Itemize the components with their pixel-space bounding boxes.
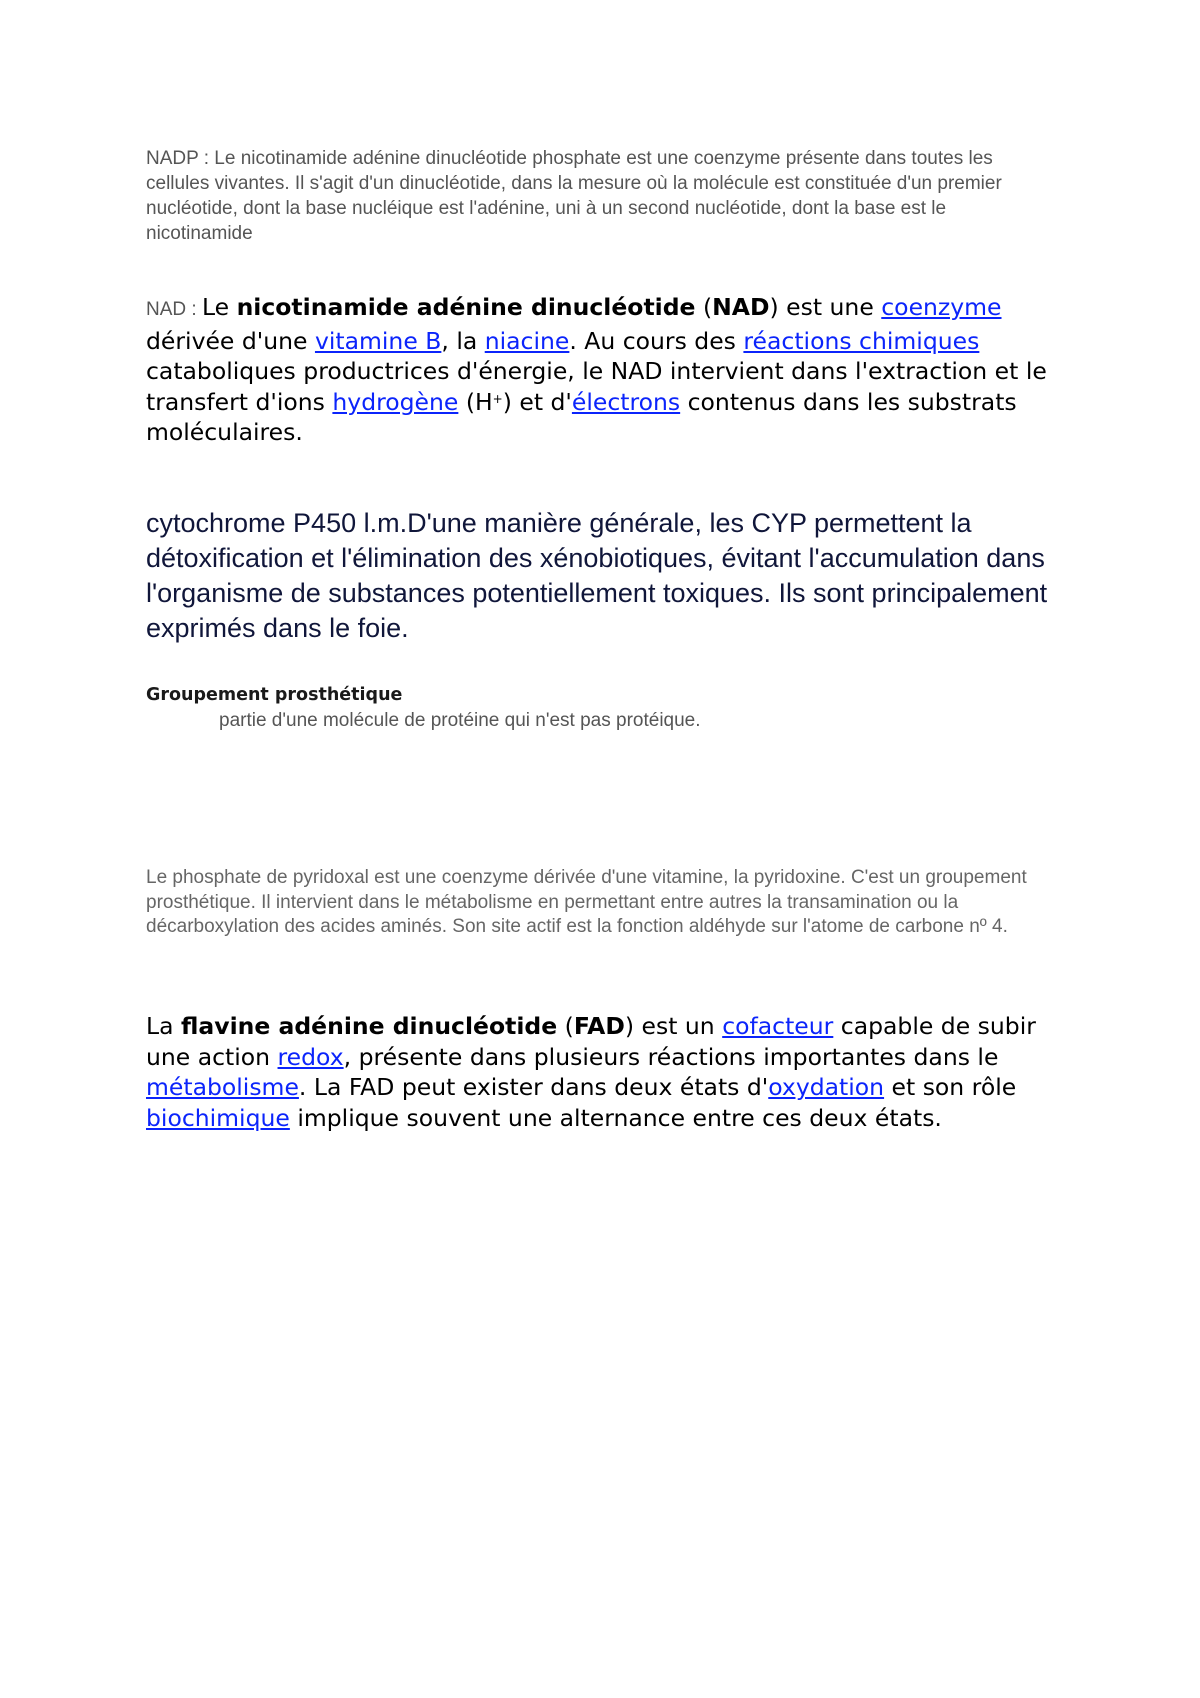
fad-text: capable de subir une action xyxy=(146,1012,1036,1071)
nadp-paragraph xyxy=(146,146,1046,246)
plp-paragraph xyxy=(146,866,1046,940)
link-metabolisme[interactable]: métabolisme xyxy=(146,1073,299,1101)
nad-text: Le xyxy=(201,293,237,321)
nad-text: dérivée d'une xyxy=(146,326,315,355)
fad-text: ( xyxy=(557,1012,574,1040)
link-niacine[interactable]: niacine xyxy=(484,326,570,355)
link-vitamine-b[interactable]: vitamine B xyxy=(314,326,442,355)
nad-text: ) est une xyxy=(769,293,882,321)
link-oxydation[interactable]: oxydation xyxy=(768,1073,885,1101)
link-coenzyme[interactable]: coenzyme xyxy=(881,293,1002,321)
nad-abbrev: NAD xyxy=(712,293,770,321)
link-redox[interactable]: redox xyxy=(277,1042,344,1071)
nad-text: (H xyxy=(458,387,493,416)
plp-text: Le phosphate de pyridoxal est une coenzyme dérivée d'une vitamine, la pyridoxine. C'est un groupement prosthétique. Il intervient dans le métabolisme en permettant entre autres la transamination ou la décarboxylation des acides aminés. Son site actif est la fonction aldéhyde sur l'atome de carbone nº 4. xyxy=(146,867,1027,937)
nad-text: ) et d' xyxy=(502,387,572,416)
link-biochimique[interactable]: biochimique xyxy=(146,1103,290,1132)
link-hydrogene[interactable]: hydrogène xyxy=(332,387,459,416)
nad-text: , la xyxy=(441,326,485,355)
fad-text: La xyxy=(146,1012,181,1040)
group-definition: partie d'une molécule de protéine qui n'est pas protéique. xyxy=(219,710,701,731)
cyp-text: cytochrome P450 l.m.D'une manière générale, les CYP permettent la détoxification et l'élimination des xénobiotiques, évitant l'accumulation dans l'organisme de substances potentiellement toxiques. Ils sont principalement exprimés dans le foie. xyxy=(146,508,1048,643)
nadp-text: NADP : Le nicotinamide adénine dinucléotide phosphate est une coenzyme présente dans toutes les cellules vivantes. Il s'agit d'un dinucléotide, dans la mesure où la molécule est constituée d'un premier nucléotide, dont la base nucléique est l'adénine, uni à un second nucléotide, dont la base est le nicotinamide xyxy=(146,148,1002,244)
nad-paragraph xyxy=(146,292,1076,448)
fad-abbrev: FAD xyxy=(573,1012,625,1040)
fad-text: ) est un xyxy=(624,1012,723,1040)
fad-paragraph xyxy=(146,1011,1066,1133)
nad-term: nicotinamide adénine dinucléotide xyxy=(236,293,696,321)
fad-text: , présente dans plusieurs réactions importantes dans le xyxy=(343,1042,999,1071)
fad-text: implique souvent une alternance entre ces deux états. xyxy=(289,1103,942,1132)
nad-prefix: NAD : xyxy=(146,299,202,320)
fad-term: flavine adénine dinucléotide xyxy=(180,1012,558,1040)
cyp-paragraph xyxy=(146,506,1066,646)
fad-text: . La FAD peut exister dans deux états d' xyxy=(298,1073,769,1101)
nad-text: . Au cours des xyxy=(569,326,744,355)
nad-text: contenus dans les substrats moléculaires. xyxy=(146,387,1017,446)
superscript-plus: + xyxy=(492,391,503,406)
fad-text: et son rôle xyxy=(884,1073,1017,1101)
group-title: Groupement prosthétique xyxy=(146,685,403,705)
nad-text: ( xyxy=(695,293,713,321)
link-reactions-chimiques[interactable]: réactions chimiques xyxy=(743,326,980,355)
nad-text: cataboliques productrices d'énergie, le NAD intervient dans l'extraction et le transfert d'ions xyxy=(146,357,1047,416)
link-cofacteur[interactable]: cofacteur xyxy=(722,1012,834,1040)
link-electrons[interactable]: électrons xyxy=(571,387,681,416)
